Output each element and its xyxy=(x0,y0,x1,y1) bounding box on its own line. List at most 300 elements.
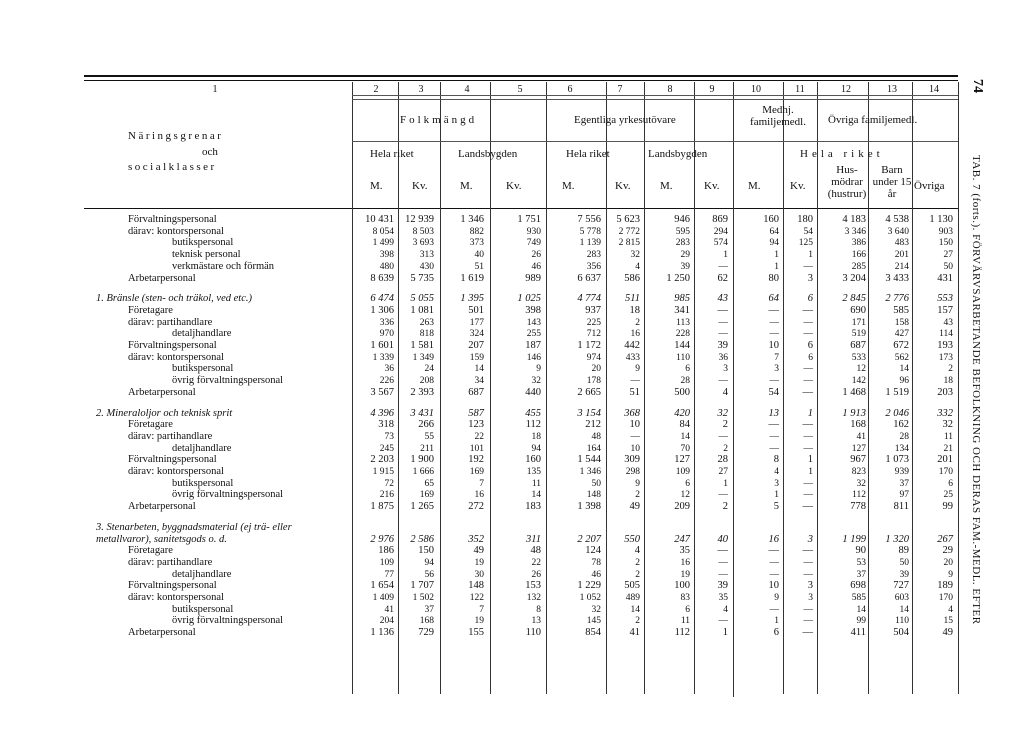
table-cell: 9 xyxy=(948,569,953,580)
table-cell: 5 623 xyxy=(616,214,640,225)
table-cell: 550 xyxy=(624,533,640,545)
table-cell: 420 xyxy=(674,407,690,419)
row-label: Företagare xyxy=(128,419,173,431)
table-cell: 882 xyxy=(469,226,484,237)
table-cell: 14 xyxy=(680,431,690,442)
table-cell: — xyxy=(769,557,779,568)
page-number: 74 xyxy=(970,79,985,93)
row-label: därav: kontorspersonal xyxy=(128,466,224,477)
table-cell: 166 xyxy=(851,250,866,261)
table-cell: 204 xyxy=(379,616,394,627)
table-cell: 113 xyxy=(676,317,690,328)
table-cell: 158 xyxy=(894,317,909,328)
table-cell: 585 xyxy=(893,304,909,316)
table-cell: 159 xyxy=(469,352,484,363)
table-cell: 153 xyxy=(525,580,541,592)
table-cell: 1 499 xyxy=(372,238,394,249)
table-cell: 974 xyxy=(586,352,601,363)
table-cell: 37 xyxy=(424,604,434,615)
header-hela-riket-3: Hela riket xyxy=(800,148,884,160)
table-cell: 35 xyxy=(718,593,728,603)
table-cell: 14 xyxy=(531,490,541,501)
table-cell: 6 xyxy=(685,604,690,615)
table-cell: 1 073 xyxy=(885,454,909,466)
table-cell: 160 xyxy=(525,454,541,466)
header-m: M. xyxy=(562,180,575,192)
table-cell: 4 183 xyxy=(842,214,866,225)
row-label: Arbetarpersonal xyxy=(128,386,196,398)
table-cell: 2 xyxy=(948,364,953,375)
table-cell: 62 xyxy=(717,272,728,284)
table-cell: — xyxy=(630,376,640,387)
table-cell: — xyxy=(718,376,728,387)
table-cell: 50 xyxy=(591,478,601,489)
top-rule-thin xyxy=(84,80,958,81)
table-cell: 9 xyxy=(774,593,779,603)
table-cell: 8 639 xyxy=(370,272,394,284)
table-cell: 1 xyxy=(774,250,779,261)
table-cell: 112 xyxy=(852,490,866,501)
table-cell: 1 519 xyxy=(885,386,909,398)
table-cell: 64 xyxy=(769,226,779,237)
table-cell: 177 xyxy=(469,317,484,328)
table-cell: — xyxy=(718,490,728,501)
table-cell: 40 xyxy=(717,533,728,545)
table-cell: 216 xyxy=(379,490,394,501)
table-cell: 5 055 xyxy=(410,293,434,305)
column-number: 6 xyxy=(567,84,573,95)
table-cell: 1 666 xyxy=(412,467,434,477)
table-cell: 3 693 xyxy=(412,238,434,249)
table-cell: — xyxy=(803,317,813,328)
table-cell: 19 xyxy=(680,569,690,580)
table-cell: 2 207 xyxy=(577,533,601,545)
column-divider xyxy=(958,82,959,694)
table-cell: 39 xyxy=(717,340,728,351)
table-cell: 1 409 xyxy=(372,593,394,603)
table-cell: 50 xyxy=(899,557,909,568)
table-cell: 148 xyxy=(586,490,601,501)
table-cell: 26 xyxy=(531,569,541,580)
table-cell: 574 xyxy=(713,238,728,249)
table-cell: 519 xyxy=(851,329,866,340)
table-cell: 4 xyxy=(634,545,640,557)
table-cell: 178 xyxy=(586,376,601,387)
table-cell: — xyxy=(718,329,728,340)
table-cell: — xyxy=(769,317,779,328)
table-cell: 43 xyxy=(943,317,953,328)
table-cell: 32 xyxy=(591,604,601,615)
table-cell: 749 xyxy=(526,238,541,249)
table-cell: 504 xyxy=(893,627,909,639)
table-cell: 78 xyxy=(591,557,601,568)
table-cell: 110 xyxy=(676,352,690,363)
header-folkmangd: Folkmängd xyxy=(400,114,478,126)
table-cell: 84 xyxy=(679,419,690,431)
header-landsbygden-1: Landsbygden xyxy=(458,148,518,160)
table-cell: 500 xyxy=(674,386,690,398)
table-cell: 427 xyxy=(894,329,909,340)
table-cell: 14 xyxy=(899,604,909,615)
table-cell: 562 xyxy=(894,352,909,363)
table-cell: 946 xyxy=(674,214,690,225)
table-cell: 2 xyxy=(722,419,728,431)
table-cell: 29 xyxy=(942,545,953,557)
table-cell: 34 xyxy=(474,376,484,387)
table-cell: 22 xyxy=(531,557,541,568)
table-cell: 267 xyxy=(937,533,953,545)
table-cell: 32 xyxy=(717,407,728,419)
table-cell: 2 xyxy=(635,490,640,501)
table-cell: 1 265 xyxy=(410,501,434,513)
table-cell: 171 xyxy=(851,317,866,328)
stub-title-3: socialklasser xyxy=(128,161,217,173)
header-m: M. xyxy=(660,180,673,192)
table-cell: 1 751 xyxy=(517,214,541,225)
table-cell: 4 xyxy=(948,604,953,615)
table-cell: 70 xyxy=(680,443,690,454)
table-cell: 586 xyxy=(624,272,640,284)
table-cell: — xyxy=(768,419,779,431)
table-cell: 930 xyxy=(526,226,541,237)
table-cell: 8 xyxy=(536,604,541,615)
table-cell: 1 339 xyxy=(372,352,394,363)
table-cell: 2 976 xyxy=(370,533,394,545)
table-cell: 37 xyxy=(899,478,909,489)
table-cell: 455 xyxy=(525,407,541,419)
table-cell: 4 xyxy=(635,261,640,272)
table-cell: 501 xyxy=(468,304,484,316)
column-number: 12 xyxy=(841,84,851,95)
table-cell: 1 xyxy=(807,454,813,466)
table-cell: 99 xyxy=(942,501,953,513)
table-cell: 480 xyxy=(379,261,394,272)
table-cell: — xyxy=(803,431,813,442)
table-cell: 2 xyxy=(635,616,640,627)
table-cell: 1 xyxy=(774,616,779,627)
table-cell: 54 xyxy=(803,226,813,237)
header-egentliga: Egentliga yrkesutövare xyxy=(574,114,676,126)
table-cell: 356 xyxy=(586,261,601,272)
table-cell: 2 776 xyxy=(885,293,909,305)
table-cell: 124 xyxy=(585,545,601,557)
header-rule xyxy=(733,141,958,142)
table-cell: 341 xyxy=(674,304,690,316)
row-label: Företagare xyxy=(128,304,173,316)
table-cell: 209 xyxy=(674,501,690,513)
table-cell: 187 xyxy=(525,340,541,351)
table-cell: 110 xyxy=(525,627,541,639)
table-cell: 1 502 xyxy=(412,593,434,603)
table-cell: 10 xyxy=(768,580,779,592)
table-cell: 29 xyxy=(680,250,690,261)
row-label: därav: partihandlare xyxy=(128,556,213,568)
table-cell: 18 xyxy=(943,376,953,387)
table-cell: 8 xyxy=(773,454,779,466)
table-cell: 80 xyxy=(768,272,779,284)
table-cell: 3 640 xyxy=(887,226,909,237)
table-cell: — xyxy=(718,431,728,442)
table-cell: 430 xyxy=(419,261,434,272)
table-cell: 125 xyxy=(798,238,813,249)
table-cell: 1 052 xyxy=(579,593,601,603)
table-cell: — xyxy=(803,329,813,340)
row-label: Förvaltningspersonal xyxy=(128,580,217,592)
table-cell: 11 xyxy=(531,478,541,489)
table-cell: — xyxy=(802,501,813,513)
table-cell: 1 875 xyxy=(370,501,394,513)
table-cell: 16 xyxy=(680,557,690,568)
table-cell: 7 556 xyxy=(577,214,601,225)
table-cell: 3 346 xyxy=(844,226,866,237)
table-cell: 50 xyxy=(943,261,953,272)
table-cell: 32 xyxy=(630,250,640,261)
table-cell: 3 xyxy=(774,364,779,375)
table-cell: — xyxy=(630,431,640,442)
table-cell: 13 xyxy=(768,407,779,419)
header-m: M. xyxy=(370,180,383,192)
header-landsbygden-2: Landsbygden xyxy=(648,148,708,160)
table-cell: 122 xyxy=(469,593,484,603)
table-cell: 54 xyxy=(768,386,779,398)
table-cell: 22 xyxy=(474,431,484,442)
table-cell: 169 xyxy=(469,467,484,477)
table-cell: 46 xyxy=(591,569,601,580)
table-cell: 266 xyxy=(418,419,434,431)
row-label: 3. Stenarbeten, byggnadsmaterial (ej trä- eller xyxy=(96,521,292,533)
table-cell: 186 xyxy=(378,545,394,557)
table-cell: 336 xyxy=(379,317,394,328)
table-cell: 939 xyxy=(894,467,909,477)
table-cell: 101 xyxy=(469,443,484,454)
table-cell: 112 xyxy=(525,419,541,431)
table-cell: 201 xyxy=(937,454,953,466)
table-cell: 255 xyxy=(526,329,541,340)
table-cell: 7 xyxy=(774,352,779,363)
table-cell: 214 xyxy=(894,261,909,272)
table-cell: 127 xyxy=(851,443,866,454)
table-cell: 6 xyxy=(948,478,953,489)
table-cell: 5 xyxy=(773,501,779,513)
table-cell: 311 xyxy=(526,533,541,545)
table-cell: 672 xyxy=(893,340,909,351)
table-cell: 6 xyxy=(685,478,690,489)
table-cell: 11 xyxy=(680,616,690,627)
table-cell: 144 xyxy=(674,340,690,351)
stub-title-1: Näringsgrenar xyxy=(128,130,224,142)
table-cell: 2 xyxy=(722,501,728,513)
table-cell: 123 xyxy=(468,419,484,431)
row-label: verkmästare och förmän xyxy=(172,260,275,272)
header-kv: Kv. xyxy=(412,180,428,192)
table-cell: 53 xyxy=(856,557,866,568)
table-cell: 442 xyxy=(624,340,640,351)
table-cell: 6 474 xyxy=(370,293,394,305)
table-cell: 169 xyxy=(419,490,434,501)
table-cell: 14 xyxy=(474,364,484,375)
column-number: 8 xyxy=(667,84,673,95)
table-cell: 9 xyxy=(536,364,541,375)
row-label: Arbetarpersonal xyxy=(128,272,196,284)
table-cell: 778 xyxy=(850,501,866,513)
table-cell: 9 xyxy=(635,478,640,489)
table-cell: 687 xyxy=(468,386,484,398)
table-cell: 587 xyxy=(468,407,484,419)
row-label: detaljhandlare xyxy=(172,568,232,580)
table-cell: 8 054 xyxy=(372,226,394,237)
table-cell: 970 xyxy=(379,329,394,340)
table-cell: 48 xyxy=(591,431,601,442)
stub-title-2: och xyxy=(202,146,218,158)
table-cell: 162 xyxy=(893,419,909,431)
row-label: därav: partihandlare xyxy=(128,316,213,328)
table-cell: 49 xyxy=(473,545,484,557)
table-cell: 823 xyxy=(851,467,866,477)
table-cell: 1 915 xyxy=(372,467,394,477)
table-cell: — xyxy=(718,317,728,328)
header-bottom-rule xyxy=(84,208,958,209)
header-rule xyxy=(352,95,958,96)
table-cell: 170 xyxy=(938,593,953,603)
table-cell: — xyxy=(768,545,779,557)
table-cell: — xyxy=(803,604,813,615)
table-cell: — xyxy=(717,545,728,557)
table-cell: 127 xyxy=(674,454,690,466)
table-cell: 21 xyxy=(943,443,953,454)
table-cell: — xyxy=(769,604,779,615)
table-cell: 1 320 xyxy=(885,533,909,545)
header-ovriga: Övriga familjemedl. xyxy=(828,114,918,126)
table-cell: 28 xyxy=(899,431,909,442)
table-cell: 36 xyxy=(384,364,394,375)
table-cell: 10 xyxy=(629,419,640,431)
table-cell: 143 xyxy=(526,317,541,328)
table-cell: 309 xyxy=(624,454,640,466)
table-cell: 6 xyxy=(773,627,779,639)
table-cell: 150 xyxy=(418,545,434,557)
table-cell: 1 900 xyxy=(410,454,434,466)
table-cell: 27 xyxy=(718,467,728,477)
table-cell: 4 xyxy=(774,467,779,477)
table-cell: — xyxy=(803,569,813,580)
column-number: 4 xyxy=(464,84,470,95)
table-cell: 41 xyxy=(384,604,394,615)
table-cell: 483 xyxy=(894,238,909,249)
table-cell: 272 xyxy=(468,501,484,513)
row-label: butikspersonal xyxy=(172,237,234,249)
table-cell: 3 xyxy=(807,580,813,592)
column-divider xyxy=(733,82,734,697)
table-cell: 135 xyxy=(526,467,541,477)
table-cell: 318 xyxy=(378,419,394,431)
row-label: butikspersonal xyxy=(172,603,234,615)
table-cell: 1 707 xyxy=(410,580,434,592)
table-cell: 4 538 xyxy=(885,214,909,225)
header-barn: Barn under 15 år xyxy=(872,164,912,200)
column-number: 10 xyxy=(751,84,761,95)
table-cell: 36 xyxy=(718,352,728,363)
table-cell: 440 xyxy=(525,386,541,398)
side-title-text: TAB. 7 (forts.). FÖRVÄRVSARBETANDE BEFOLKNING OCH DERAS FAM.-MEDL. EFTER xyxy=(970,155,982,625)
table-cell: 18 xyxy=(531,431,541,442)
table-cell: 818 xyxy=(419,329,434,340)
table-cell: — xyxy=(769,376,779,387)
header-kv: Kv. xyxy=(506,180,522,192)
row-label: teknisk personal xyxy=(172,249,241,261)
table-cell: 294 xyxy=(713,226,728,237)
table-cell: 56 xyxy=(424,569,434,580)
table-cell: 4 xyxy=(723,604,728,615)
table-cell: 26 xyxy=(531,250,541,261)
table-cell: 32 xyxy=(856,478,866,489)
table-cell: 64 xyxy=(768,293,779,305)
row-label: detaljhandlare xyxy=(172,328,232,340)
table-cell: 157 xyxy=(937,304,953,316)
table-cell: 142 xyxy=(851,376,866,387)
table-cell: 39 xyxy=(899,569,909,580)
table-cell: 40 xyxy=(474,250,484,261)
row-label: Arbetarpersonal xyxy=(128,501,196,513)
table-cell: 189 xyxy=(937,580,953,592)
table-cell: — xyxy=(718,557,728,568)
table-cell: 245 xyxy=(379,443,394,454)
table-cell: 2 xyxy=(635,569,640,580)
table-cell: 1 xyxy=(807,407,813,419)
header-kv: Kv. xyxy=(704,180,720,192)
table-cell: — xyxy=(718,616,728,627)
table-cell: 16 xyxy=(768,533,779,545)
table-cell: 43 xyxy=(717,293,728,305)
table-cell: 3 xyxy=(807,272,813,284)
table-cell: 5 778 xyxy=(579,226,601,237)
table-cell: 1 468 xyxy=(842,386,866,398)
table-cell: 1 xyxy=(723,250,728,261)
table-cell: 2 xyxy=(635,317,640,328)
table-cell: 32 xyxy=(942,419,953,431)
table-cell: 1 654 xyxy=(370,580,394,592)
table-cell: 160 xyxy=(763,214,779,225)
table-cell: 41 xyxy=(629,627,640,639)
header-kv: Kv. xyxy=(615,180,631,192)
table-cell: — xyxy=(803,616,813,627)
table-cell: 168 xyxy=(419,616,434,627)
row-label: övrig förvaltningspersonal xyxy=(172,375,284,387)
table-cell: — xyxy=(803,261,813,272)
table-cell: 5 735 xyxy=(410,272,434,284)
table-cell: — xyxy=(802,627,813,639)
table-cell: 1 544 xyxy=(577,454,601,466)
row-label: metallvaror), sanitetsgods o. d. xyxy=(96,533,227,545)
table-cell: 603 xyxy=(894,593,909,603)
table-cell: 1 199 xyxy=(842,533,866,545)
table-cell: 7 xyxy=(479,604,484,615)
table-cell: 8 503 xyxy=(412,226,434,237)
table-cell: 16 xyxy=(630,329,640,340)
table-cell: 595 xyxy=(675,226,690,237)
table-cell: 211 xyxy=(420,443,434,454)
table-cell: 19 xyxy=(474,616,484,627)
table-cell: 110 xyxy=(895,616,909,627)
table-cell: 9 xyxy=(635,364,640,375)
table-cell: 1 601 xyxy=(370,340,394,351)
table-cell: 489 xyxy=(625,593,640,603)
table-cell: 937 xyxy=(585,304,601,316)
table-cell: 73 xyxy=(384,431,394,442)
table-cell: 690 xyxy=(850,304,866,316)
table-cell: 433 xyxy=(625,352,640,363)
table-cell: 811 xyxy=(893,501,909,513)
table-cell: 112 xyxy=(674,627,690,639)
